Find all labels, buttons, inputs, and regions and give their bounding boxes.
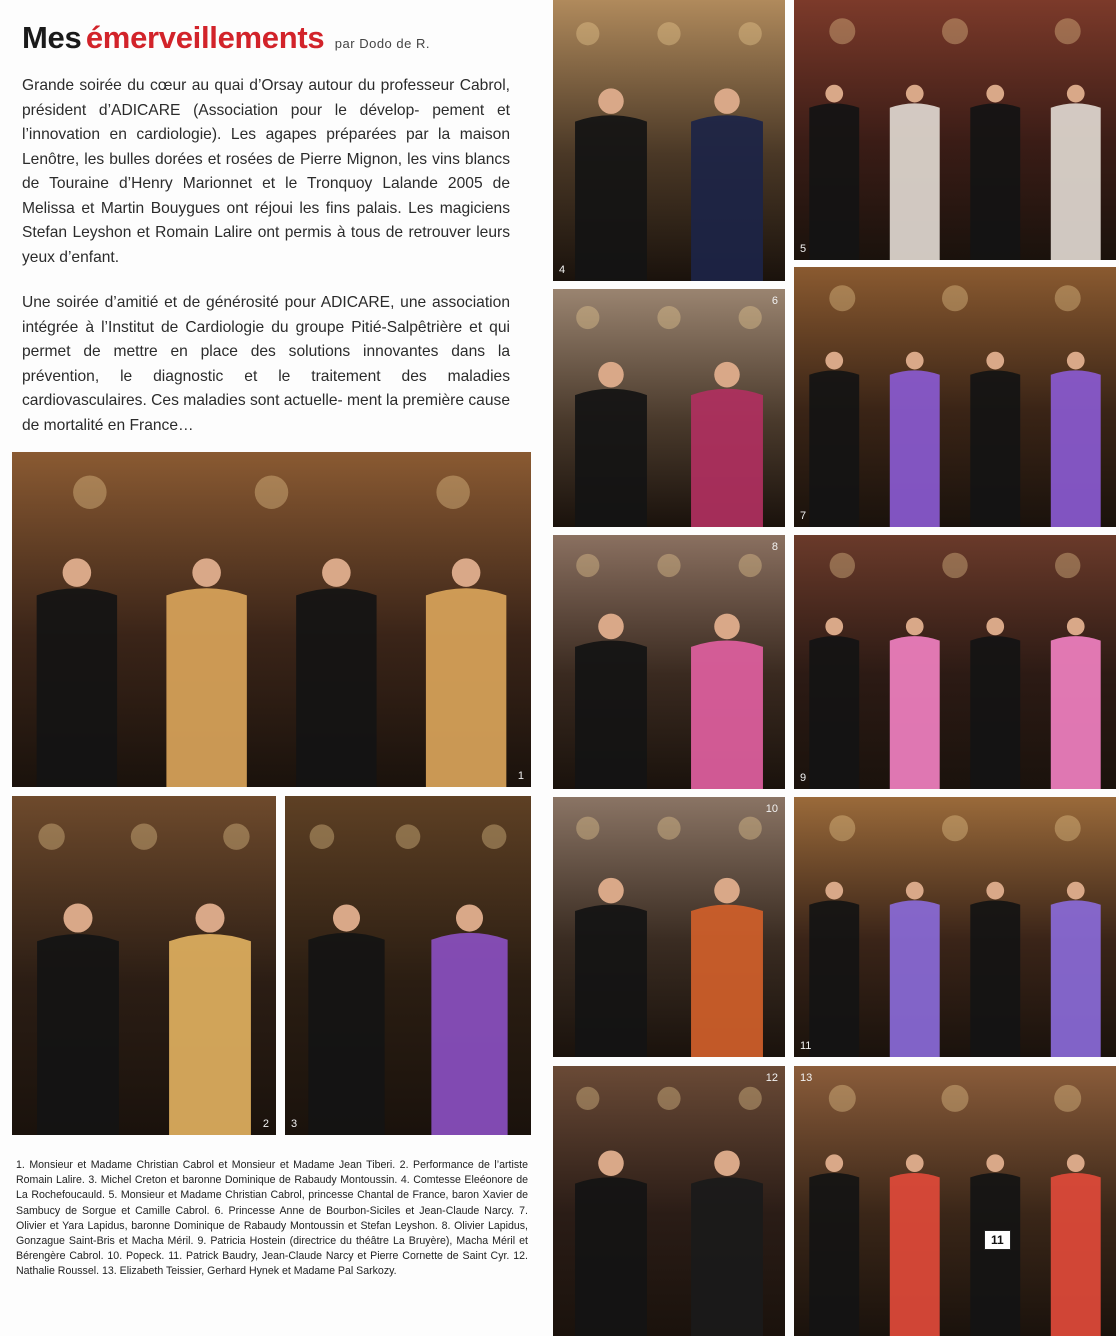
photo-number: 5 <box>800 243 807 255</box>
photo-image <box>794 267 1116 527</box>
photo-number: 2 <box>262 1118 269 1130</box>
photo-image <box>553 1066 785 1336</box>
photo-12 <box>553 1066 785 1336</box>
photo-image <box>794 1066 1116 1336</box>
photo-4 <box>553 0 785 281</box>
photo-image <box>794 0 1116 260</box>
photo-3 <box>285 796 531 1135</box>
photo-1 <box>12 452 531 787</box>
photo-number: 4 <box>559 264 566 276</box>
photo-11 <box>794 797 1116 1057</box>
photo-13 <box>794 1066 1116 1336</box>
photo-number: 12 <box>765 1072 778 1084</box>
photo-image <box>553 0 785 281</box>
photo-2 <box>12 796 276 1135</box>
photo-number: 3 <box>291 1118 298 1130</box>
photo-number: 7 <box>800 510 807 522</box>
photo-number: 8 <box>771 541 778 553</box>
photo-image <box>12 452 531 787</box>
photo-8 <box>553 535 785 789</box>
photo-number: 9 <box>800 772 807 784</box>
photo-image <box>285 796 531 1135</box>
intro-paragraph: Grande soirée du cœur au quai d’Orsay autour du professeur Cabrol, président d’ADICARE (Association pour le dévelop- pement et l’innovation en cardiologie). Les agapes préparées par la maison Lenôtre, les bulles dorées et rosées de Pierre Mignon, les vins blancs de Touraine d’Henry Marionnet et le Tronquoy Lalande 2005 de Melissa et Martin Bouygues ont réjoui les fins palais. Les magiciens Stefan Leyshon et Romain Lalire ont permis à tous de retrouver leurs yeux d’enfant. <box>22 77 510 266</box>
photo-7 <box>794 267 1116 527</box>
second-paragraph: Une soirée d’amitié et de générosité pour ADICARE, une association intégrée à l’Institut de Cardiologie du groupe Pitié-Salpêtrière et qui permet de mettre en place des solutions innovantes dans la prévention, le diagnostic et le traitement des maladies cardiovasculaires. Ces maladies sont actuelle- ment la première cause de mortalité en France… <box>22 294 510 434</box>
photo-5 <box>794 0 1116 260</box>
title-main: Mes <box>22 20 82 55</box>
photo-image <box>553 289 785 527</box>
photo-number: 10 <box>765 803 778 815</box>
photo-image <box>794 797 1116 1057</box>
photo-image <box>794 535 1116 789</box>
photo-number: 13 <box>800 1072 813 1084</box>
photo-captions: 1. Monsieur et Madame Christian Cabrol et Monsieur et Madame Jean Tiberi. 2. Performance de l’artiste Romain Lalire. 3. Michel Creton et baronne Dominique de Rabaudy Montoussin. 4. Comtesse Eleéonore de La Rochefoucauld. 5. Monsieur et Madame Christian Cabrol, princesse Chantal de France, baron Xavier de Sambucy de Sorgue et Camille Cabrol. 6. Princesse Anne de Bourbon-Siciles et Jean-Claude Narcy. 7. Olivier et Yara Lapidus, baronne Dominique de Rabaudy Montoussin et Stefan Leyshon. 8. Olivier Lapidus, Gonzague Saint-Bris et Macha Méril. 9. Patricia Hostein (directrice du théâtre La Bruyère), Macha Méril et Bérengère Cabrol. 10. Popeck. 11. Patrick Baudry, Jean-Claude Narcy et Pierre Cornette de Saint Cyr. 12. Nathalie Roussel. 13. Elizabeth Teissier, Gerhard Hynek et Madame Pal Sarkozy. <box>16 1159 528 1278</box>
photo-9 <box>794 535 1116 789</box>
title-accent: émerveillements <box>85 20 325 55</box>
photo-number: 11 <box>800 1040 812 1052</box>
photo-number: 6 <box>771 295 778 307</box>
table-number-card: 11 <box>984 1230 1011 1250</box>
photo-number: 1 <box>517 770 524 782</box>
photo-10 <box>553 797 785 1057</box>
article-title <box>22 20 542 56</box>
photo-6 <box>553 289 785 527</box>
byline: par Dodo de R. <box>334 36 430 51</box>
photo-image <box>553 797 785 1057</box>
photo-image <box>12 796 276 1135</box>
photo-image <box>553 535 785 789</box>
